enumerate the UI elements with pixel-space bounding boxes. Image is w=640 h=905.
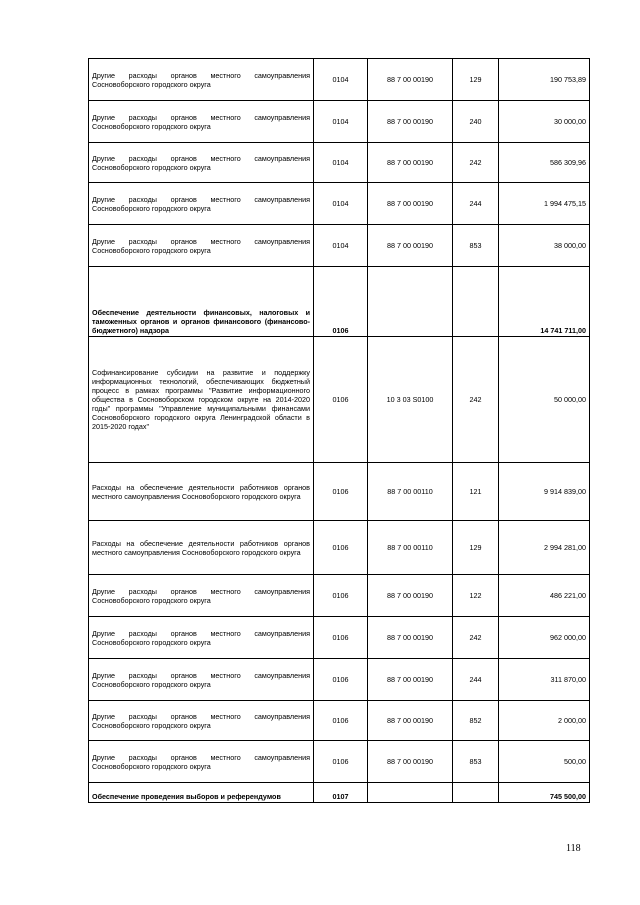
row-type-cell (453, 783, 499, 803)
row-target-cell: 88 7 00 00190 (368, 59, 453, 101)
row-target-cell: 88 7 00 00190 (368, 741, 453, 783)
row-name-cell: Другие расходы органов местного самоуправления Сосновоборского городского округа (89, 575, 314, 617)
row-amount-cell: 1 994 475,15 (499, 183, 590, 225)
row-target-cell: 88 7 00 00190 (368, 701, 453, 741)
row-name-cell: Другие расходы органов местного самоуправления Сосновоборского городского округа (89, 741, 314, 783)
row-amount-cell: 50 000,00 (499, 337, 590, 463)
table-row (89, 143, 590, 183)
row-type-cell: 242 (453, 337, 499, 463)
budget-table (88, 58, 590, 803)
row-name-cell: Другие расходы органов местного самоуправления Сосновоборского городского округа (89, 183, 314, 225)
row-type-cell: 244 (453, 183, 499, 225)
row-section-cell: 0104 (314, 101, 368, 143)
row-target-cell: 88 7 00 00190 (368, 143, 453, 183)
row-amount-cell: 311 870,00 (499, 659, 590, 701)
row-name-cell: Обеспечение проведения выборов и референдумов (89, 783, 314, 803)
row-name-cell: Другие расходы органов местного самоуправления Сосновоборского городского округа (89, 101, 314, 143)
row-type-cell: 240 (453, 101, 499, 143)
row-type-cell: 242 (453, 617, 499, 659)
table-row (89, 183, 590, 225)
row-name-cell: Расходы на обеспечение деятельности работников органов местного самоуправления Сосновоборского городского округа (89, 463, 314, 521)
table-row (89, 741, 590, 783)
row-type-cell: 129 (453, 59, 499, 101)
row-amount-cell: 2 000,00 (499, 701, 590, 741)
table-row (89, 225, 590, 267)
row-section-cell: 0107 (314, 783, 368, 803)
row-amount-cell: 500,00 (499, 741, 590, 783)
row-target-cell: 88 7 00 00190 (368, 101, 453, 143)
row-target-cell: 10 3 03 S0100 (368, 337, 453, 463)
table-row (89, 617, 590, 659)
row-amount-cell: 9 914 839,00 (499, 463, 590, 521)
row-name-cell: Расходы на обеспечение деятельности работников органов местного самоуправления Сосновоборского городского округа (89, 521, 314, 575)
row-section-cell: 0104 (314, 225, 368, 267)
row-name-cell: Другие расходы органов местного самоуправления Сосновоборского городского округа (89, 59, 314, 101)
row-amount-cell: 586 309,96 (499, 143, 590, 183)
row-amount-cell: 745 500,00 (499, 783, 590, 803)
row-amount-cell: 962 000,00 (499, 617, 590, 659)
row-section-cell: 0106 (314, 575, 368, 617)
row-type-cell: 853 (453, 225, 499, 267)
row-type-cell: 244 (453, 659, 499, 701)
row-section-cell: 0106 (314, 741, 368, 783)
row-section-cell: 0106 (314, 701, 368, 741)
row-target-cell: 88 7 00 00190 (368, 183, 453, 225)
row-type-cell: 853 (453, 741, 499, 783)
row-name-cell: Другие расходы органов местного самоуправления Сосновоборского городского округа (89, 617, 314, 659)
page-number: 118 (566, 843, 581, 854)
row-type-cell (453, 267, 499, 337)
table-row (89, 659, 590, 701)
row-target-cell: 88 7 00 00110 (368, 521, 453, 575)
row-section-cell: 0106 (314, 521, 368, 575)
table-row (89, 59, 590, 101)
row-section-cell: 0104 (314, 143, 368, 183)
row-name-cell: Другие расходы органов местного самоуправления Сосновоборского городского округа (89, 225, 314, 267)
row-target-cell: 88 7 00 00190 (368, 617, 453, 659)
table-row (89, 575, 590, 617)
table-row (89, 267, 590, 337)
row-target-cell (368, 783, 453, 803)
row-type-cell: 852 (453, 701, 499, 741)
row-name-cell: Обеспечение деятельности финансовых, налоговых и таможенных органов и органов финансового (финансово-бюджетного) надзора (89, 267, 314, 337)
row-amount-cell: 486 221,00 (499, 575, 590, 617)
row-section-cell: 0106 (314, 463, 368, 521)
row-type-cell: 242 (453, 143, 499, 183)
row-target-cell: 88 7 00 00190 (368, 659, 453, 701)
row-target-cell: 88 7 00 00190 (368, 225, 453, 267)
row-target-cell: 88 7 00 00190 (368, 575, 453, 617)
table-row (89, 701, 590, 741)
row-name-cell: Другие расходы органов местного самоуправления Сосновоборского городского округа (89, 659, 314, 701)
row-section-cell: 0104 (314, 59, 368, 101)
row-section-cell: 0106 (314, 659, 368, 701)
row-amount-cell: 14 741 711,00 (499, 267, 590, 337)
row-target-cell (368, 267, 453, 337)
row-section-cell: 0104 (314, 183, 368, 225)
row-name-cell: Другие расходы органов местного самоуправления Сосновоборского городского округа (89, 143, 314, 183)
row-section-cell: 0106 (314, 617, 368, 659)
row-type-cell: 122 (453, 575, 499, 617)
row-type-cell: 129 (453, 521, 499, 575)
row-target-cell: 88 7 00 00110 (368, 463, 453, 521)
table-row (89, 783, 590, 803)
row-amount-cell: 30 000,00 (499, 101, 590, 143)
row-amount-cell: 38 000,00 (499, 225, 590, 267)
table-row (89, 463, 590, 521)
row-section-cell: 0106 (314, 337, 368, 463)
row-section-cell: 0106 (314, 267, 368, 337)
table-row (89, 337, 590, 463)
row-name-cell: Другие расходы органов местного самоуправления Сосновоборского городского округа (89, 701, 314, 741)
row-type-cell: 121 (453, 463, 499, 521)
table-row (89, 101, 590, 143)
table-row (89, 521, 590, 575)
row-amount-cell: 2 994 281,00 (499, 521, 590, 575)
row-name-cell: Софинансирование субсидии на развитие и поддержку информационных технологий, обеспечивающих бюджетный процесс в рамках программы "Развитие информационного общества в Сосновоборском городском округе на 2014-2020 годы" программы "Управление муниципальными финансами Сосновоборского городского округа Ленинградской области в 2015-2020 годах" (89, 337, 314, 463)
row-amount-cell: 190 753,89 (499, 59, 590, 101)
